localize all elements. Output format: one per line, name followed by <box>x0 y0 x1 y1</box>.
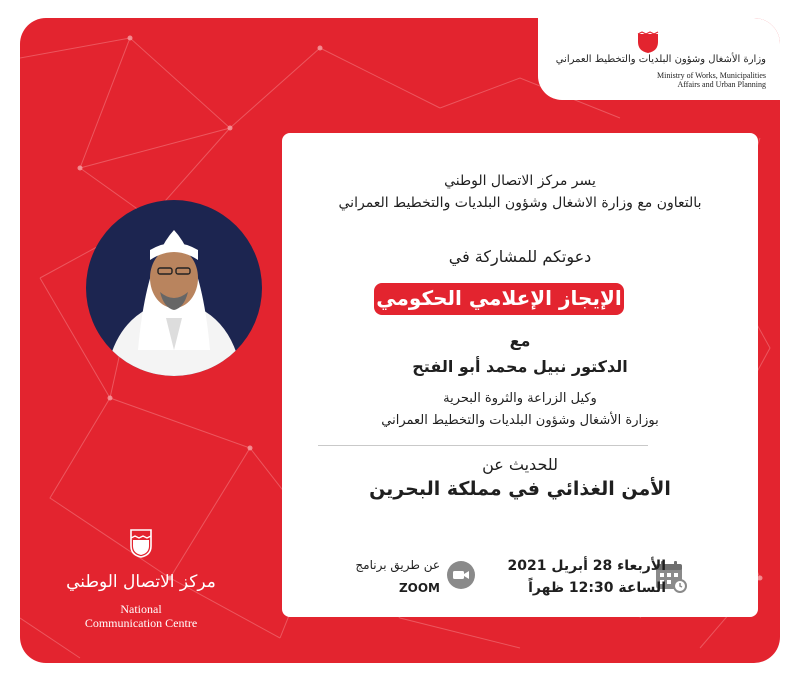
with-label: مع <box>509 331 531 350</box>
divider <box>318 445 648 446</box>
ministry-english-line1: Ministry of Works, Municipalities <box>657 71 766 80</box>
bahrain-emblem-icon <box>636 24 660 54</box>
ministry-logo-box <box>538 18 780 100</box>
ncc-english-line1: National <box>120 602 162 616</box>
speaker-photo <box>86 200 262 376</box>
ncc-emblem-icon <box>129 528 153 558</box>
invitation-line-1: يسر مركز الاتصال الوطني <box>444 173 596 189</box>
topic-intro: للحديث عن <box>482 455 558 474</box>
event-title-badge: الإيجاز الإعلامي الحكومي <box>374 283 624 315</box>
event-date: الأربعاء 28 أبريل 2021 <box>507 558 666 574</box>
platform-label: ZOOM <box>398 581 440 595</box>
topic-title: الأمن الغذائي في مملكة البحرين <box>369 478 671 500</box>
speaker-portrait <box>86 200 262 376</box>
red-background-card <box>20 18 780 663</box>
invitation-panel <box>282 133 758 617</box>
ministry-arabic-name: وزارة الأشغال وشؤون البلديات والتخطيط العمراني <box>555 54 766 65</box>
video-camera-icon <box>446 560 476 590</box>
via-label: عن طريق برنامج <box>355 558 440 572</box>
event-time: الساعة 12:30 ظهراً <box>528 580 666 596</box>
speaker-role-line-1: وكيل الزراعة والثروة البحرية <box>443 391 597 406</box>
invitation-line-2: بالتعاون مع وزارة الاشغال وشؤون البلديات والتخطيط العمراني <box>338 195 702 211</box>
speaker-name: الدكتور نبيل محمد أبو الفتح <box>412 357 628 376</box>
ncc-english-line2: Communication Centre <box>84 616 198 630</box>
speaker-role-line-2: بوزارة الأشغال وشؤون البلديات والتخطيط العمراني <box>381 413 659 428</box>
ncc-arabic-name: مركز الاتصال الوطني <box>66 572 216 592</box>
ministry-english-line2: Affairs and Urban Planning <box>677 80 766 89</box>
invitation-line-3: دعوتكم للمشاركة في <box>448 247 592 266</box>
ncc-logo <box>66 528 216 648</box>
